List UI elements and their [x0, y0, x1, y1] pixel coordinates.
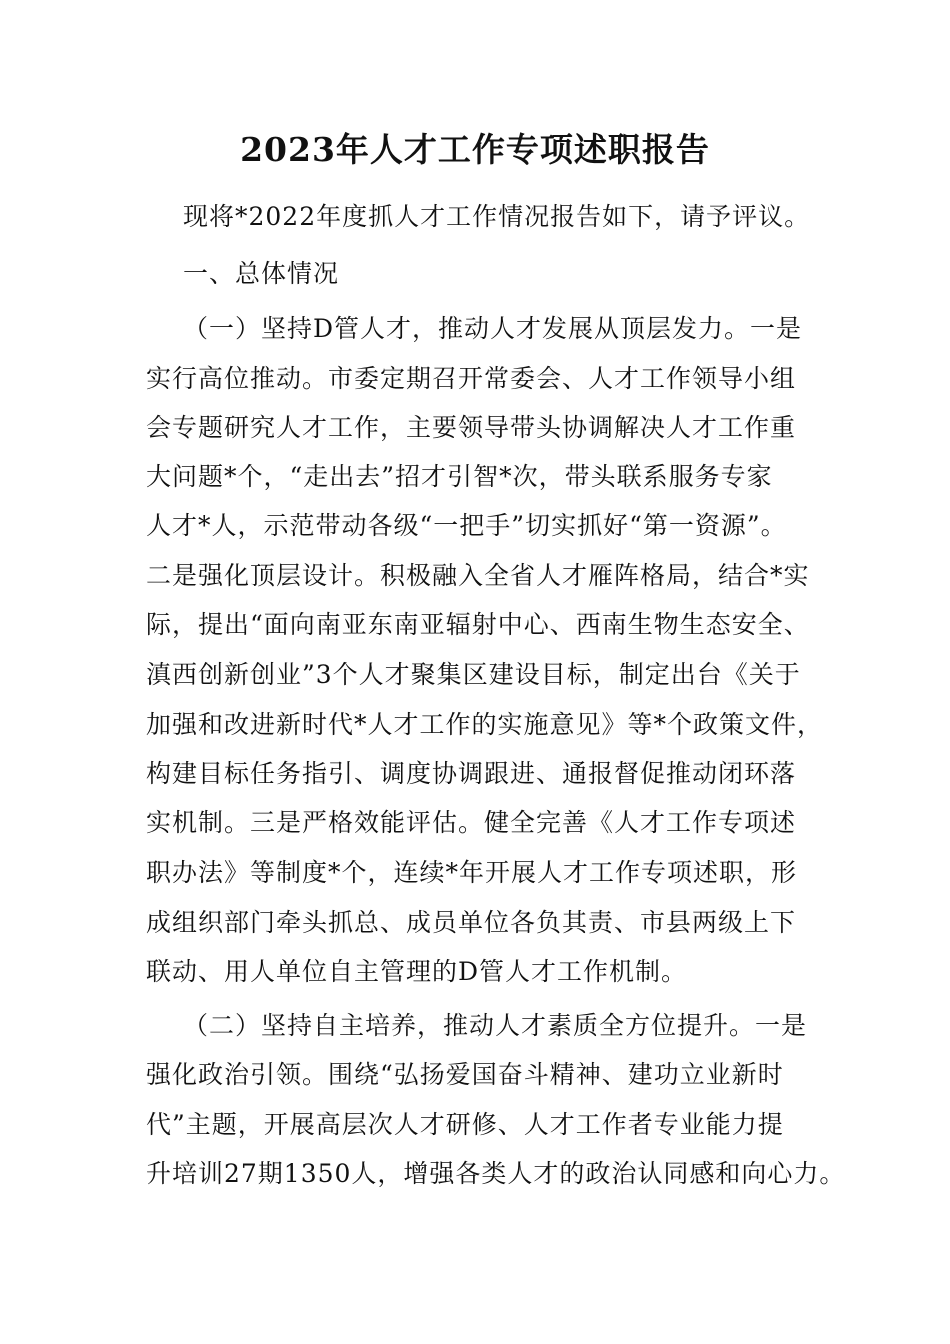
paragraph-line: 联动、用人单位自主管理的D管人才工作机制。 [146, 957, 688, 986]
document-title: 2023年人才工作专项述职报告 [240, 130, 710, 169]
paragraph-line: 代”主题，开展高层次人才研修、人才工作者专业能力提 [146, 1110, 784, 1139]
paragraph-line: 大问题*个，“走出去”招才引智*次，带头联系服务专家 [146, 462, 773, 491]
paragraph-line: （一）坚持D管人才，推动人才发展从顶层发力。一是 [183, 314, 803, 343]
paragraph-intro: 现将*2022年度抓人才工作情况报告如下，请予评议。 [183, 202, 811, 231]
paragraph-line: 强化政治引领。围绕“弘扬爱国奋斗精神、建功立业新时 [146, 1060, 784, 1089]
paragraph-line: （二）坚持自主培养，推动人才素质全方位提升。一是 [183, 1011, 808, 1040]
paragraph-line: 滇西创新创业”3个人才聚集区建设目标，制定出台《关于 [146, 660, 801, 689]
paragraph-line: 实行高位推动。市委定期召开常委会、人才工作领导小组 [146, 364, 797, 393]
paragraph-line: 二是强化顶层设计。积极融入全省人才雁阵格局，结合*实 [146, 561, 810, 590]
paragraph-line: 加强和改进新时代*人才工作的实施意见》等*个政策文件， [146, 710, 824, 739]
paragraph-line: 构建目标任务指引、调度协调跟进、通报督促推动闭环落 [146, 759, 797, 788]
paragraph-line: 会专题研究人才工作，主要领导带头协调解决人才工作重 [146, 413, 797, 442]
paragraph-line: 升培训27期1350人，增强各类人才的政治认同感和向心力。 [146, 1159, 846, 1188]
paragraph-line: 职办法》等制度*个，连续*年开展人才工作专项述职，形 [146, 858, 798, 887]
paragraph-line: 际，提出“面向南亚东南亚辐射中心、西南生物生态安全、 [146, 610, 810, 639]
paragraph-line: 成组织部门牵头抓总、成员单位各负其责、市县两级上下 [146, 908, 797, 937]
paragraph-line: 实机制。三是严格效能评估。健全完善《人才工作专项述 [146, 808, 797, 837]
paragraph-line: 人才*人，示范带动各级“一把手”切实抓好“第一资源”。 [146, 511, 787, 540]
section-heading: 一、总体情况 [183, 259, 340, 288]
